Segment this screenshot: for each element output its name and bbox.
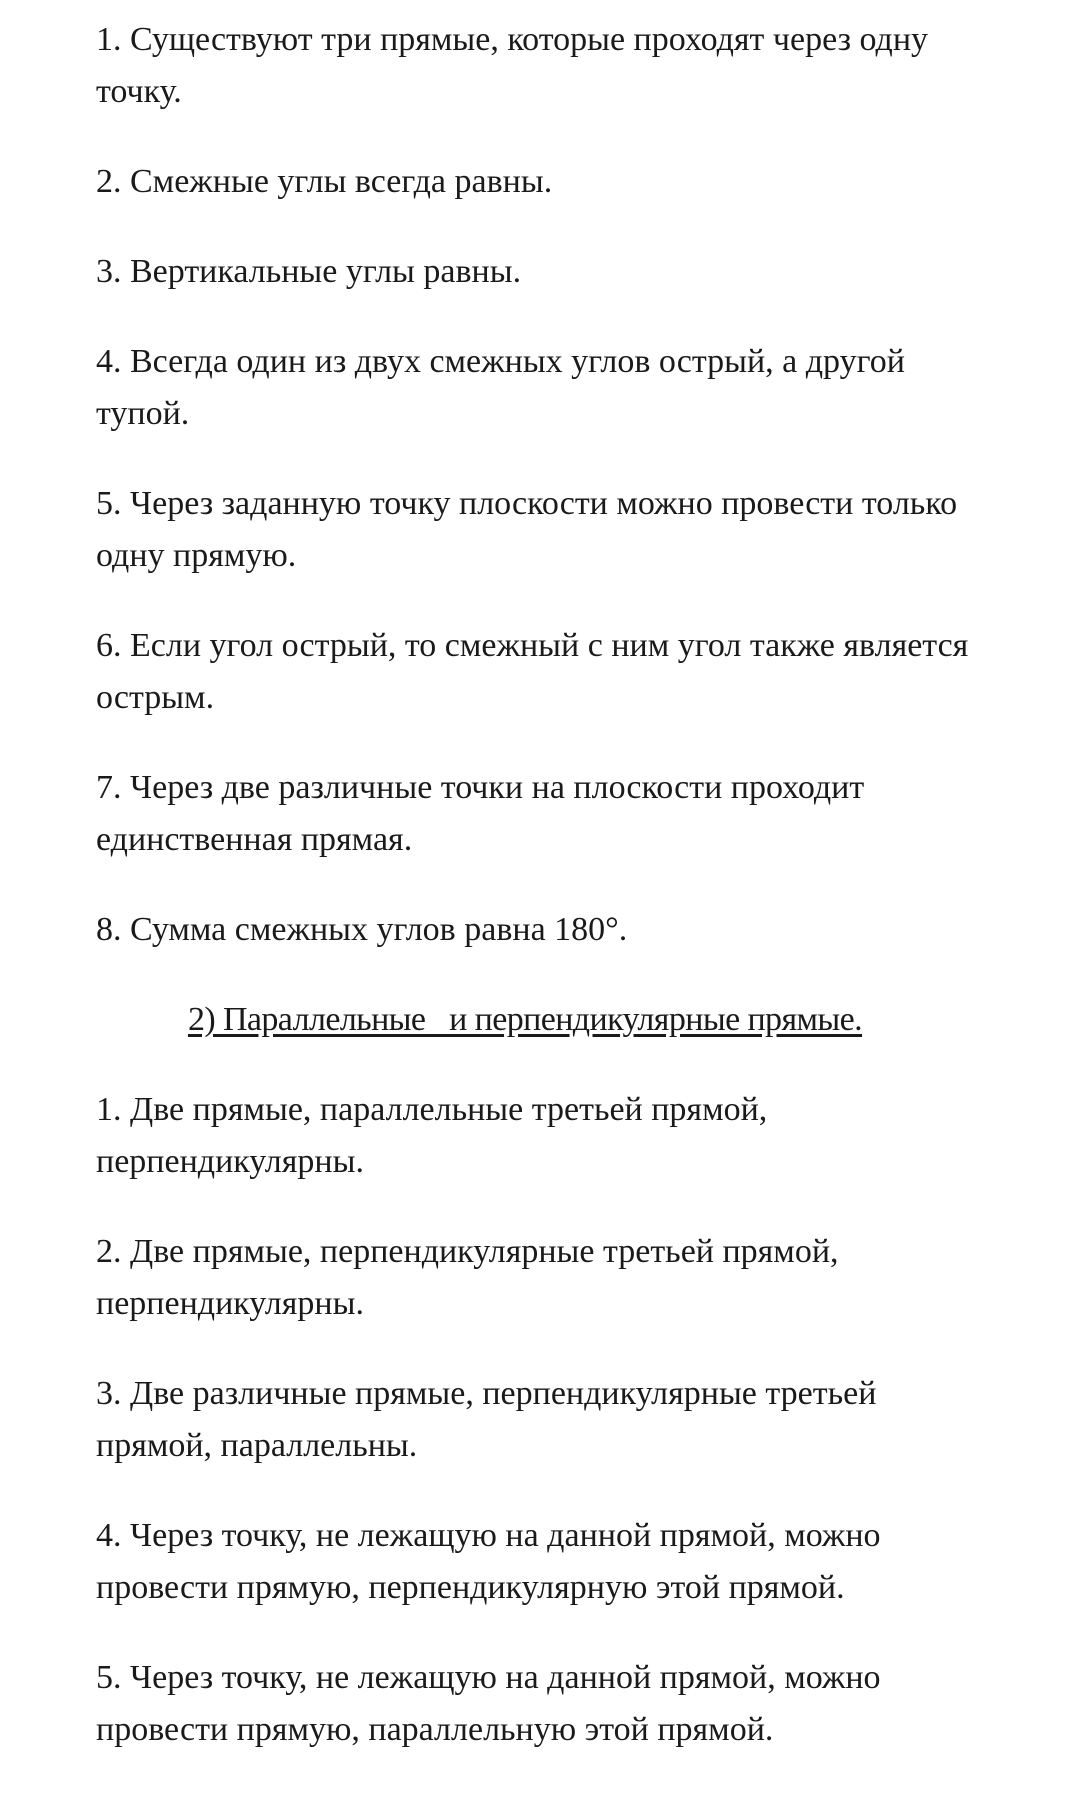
section-2-heading: 2) Параллельные и перпендикулярные прямые. <box>187 1001 863 1038</box>
section-1-list <box>96 14 996 956</box>
statement-2-2: 2. Две прямые, перпендикулярные третьей прямой, перпендикулярны. <box>96 1233 839 1322</box>
statement-6: 6. Если угол острый, то смежный с ним угол также является острым. <box>96 627 969 716</box>
statement-8: 8. Сумма смежных углов равна 180°. <box>96 911 628 948</box>
section-2-list <box>96 1084 996 1756</box>
statement-3: 3. Вертикальные углы равны. <box>96 253 522 290</box>
statement-2-1: 1. Две прямые, параллельные третьей прямой, перпендикулярны. <box>96 1091 768 1180</box>
statement-2-4: 4. Через точку, не лежащую на данной прямой, можно провести прямую, перпендикулярную этой прямой. <box>96 1517 881 1606</box>
statement-2: 2. Смежные углы всегда равны. <box>96 163 553 200</box>
statement-5: 5. Через заданную точку плоскости можно провести только одну прямую. <box>96 485 958 574</box>
statement-7: 7. Через две различные точки на плоскости проходит единственная прямая. <box>96 769 865 858</box>
statement-2-3: 3. Две различные прямые, перпендикулярные третьей прямой, параллельны. <box>96 1375 877 1464</box>
statement-1: 1. Существуют три прямые, которые проходят через одну точку. <box>96 21 929 110</box>
statement-4: 4. Всегда один из двух смежных углов острый, а другой тупой. <box>96 343 905 432</box>
statement-2-5: 5. Через точку, не лежащую на данной прямой, можно провести прямую, параллельную этой прямой. <box>96 1659 881 1748</box>
document-page <box>96 14 996 1794</box>
